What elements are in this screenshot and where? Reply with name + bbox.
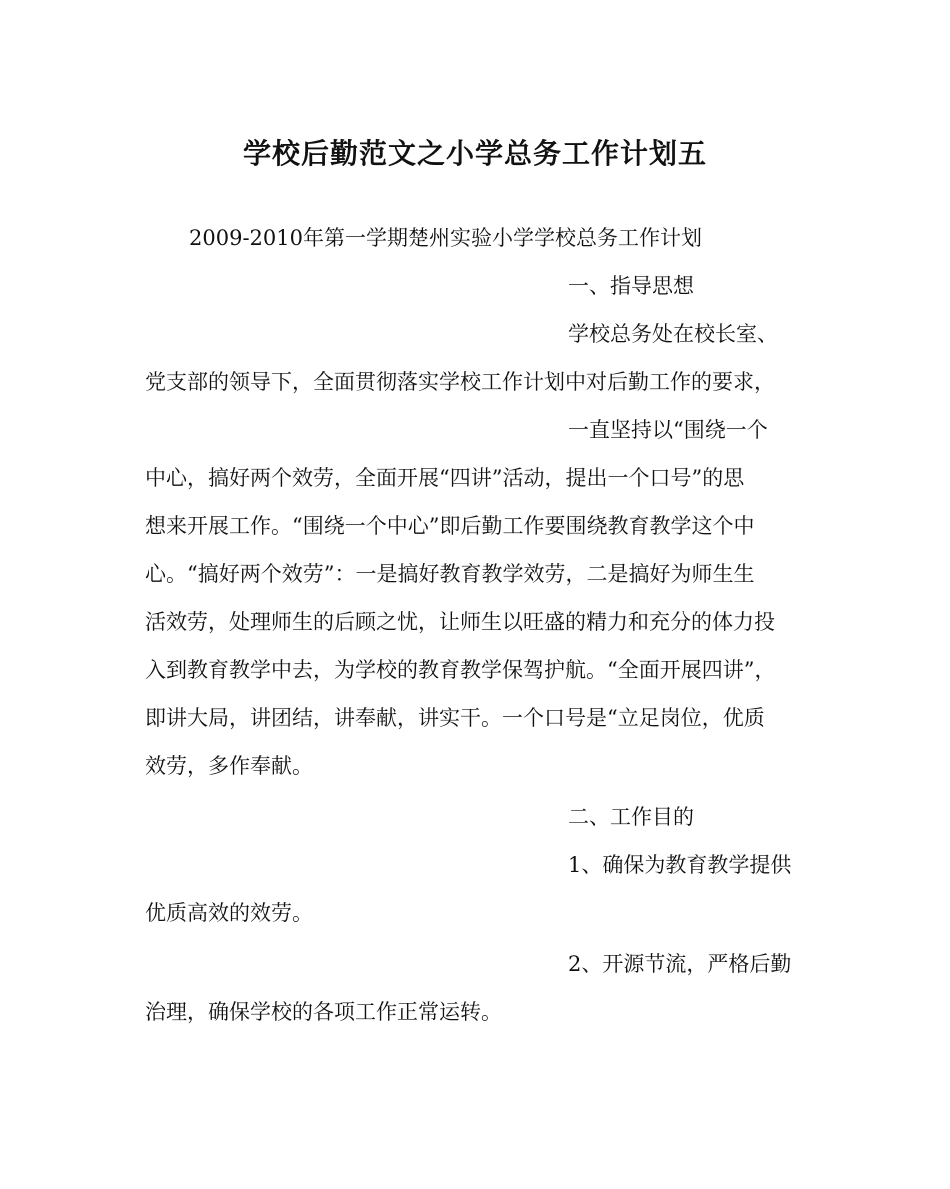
paragraph-line: 入到教育教学中去，为学校的教育教学保驾护航。“全面开展四讲”， bbox=[145, 658, 776, 682]
list-item-line: 优质高效的效劳。 bbox=[145, 901, 313, 925]
paragraph-line: 活效劳，处理师生的后顾之忧，让师生以旺盛的精力和充分的体力投 bbox=[145, 610, 775, 634]
paragraph-line: 即讲大局，讲团结，讲奉献，讲实干。一个口号是“立足岗位，优质 bbox=[145, 706, 765, 730]
paragraph-line: 心。“搞好两个效劳”：一是搞好教育教学效劳，二是搞好为师生生 bbox=[145, 562, 755, 586]
list-item-line: 1、确保为教育教学提供 bbox=[568, 853, 792, 877]
paragraph-line: 一直坚持以“围绕一个 bbox=[568, 418, 768, 442]
paragraph-line: 党支部的领导下，全面贯彻落实学校工作计划中对后勤工作的要求， bbox=[145, 370, 775, 394]
section-heading-work-goals: 二、工作目的 bbox=[568, 805, 694, 829]
section-heading-guiding-thought: 一、指导思想 bbox=[568, 274, 694, 298]
subtitle-line: 2009-2010年第一学期楚州实验小学学校总务工作计划 bbox=[189, 226, 702, 250]
list-item-line: 治理，确保学校的各项工作正常运转。 bbox=[145, 1000, 502, 1024]
paragraph-line: 想来开展工作。“围绕一个中心”即后勤工作要围绕教育教学这个中 bbox=[145, 514, 755, 538]
paragraph-line: 学校总务处在校长室、 bbox=[568, 322, 778, 346]
list-item-line: 2、开源节流，严格后勤 bbox=[568, 952, 792, 976]
paragraph-line: 效劳，多作奉献。 bbox=[145, 754, 313, 778]
document-title: 学校后勤范文之小学总务工作计划五 bbox=[242, 137, 707, 170]
paragraph-line: 中心，搞好两个效劳，全面开展“四讲”活动，提出一个口号”的思 bbox=[145, 466, 745, 490]
